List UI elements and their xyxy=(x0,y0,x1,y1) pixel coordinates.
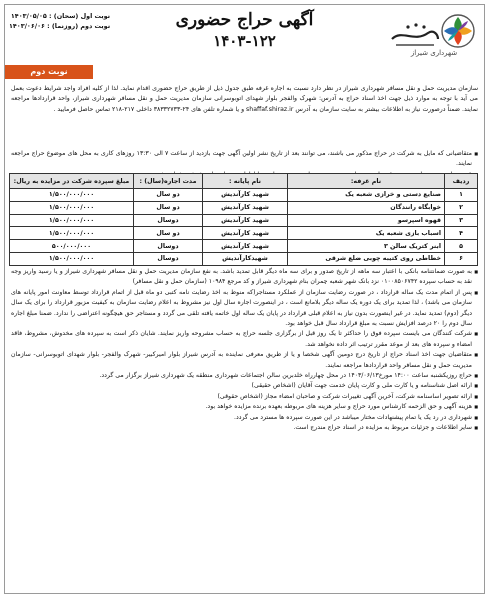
date-second: نوبت دوم (روزنما) : ۱۴۰۳/۰۶/۰۶ xyxy=(9,22,111,30)
cell-terminal: شهید کارآندیش xyxy=(203,189,288,202)
intro-paragraph xyxy=(11,84,478,115)
title-block xyxy=(135,9,354,51)
cell-name: ابنر کتریک سالن ۳ xyxy=(288,240,445,253)
cell-row: ۱ xyxy=(445,189,478,202)
cell-deposit: ۱/۵۰۰/۰۰۰/۰۰۰ xyxy=(10,189,134,202)
col-terminal-header: نام پایانه : xyxy=(203,174,288,189)
table-row xyxy=(10,227,478,240)
table-row xyxy=(10,189,478,202)
cell-deposit: ۱/۵۰۰/۰۰۰/۰۰۰ xyxy=(10,214,134,227)
cell-terminal: شهید کارآندیش xyxy=(203,214,288,227)
condition-item: ■ ارائه اصل شناسنامه و یا کارت ملی و کارت پایان خدمت جهت آقایان (اشخاص حقیقی) xyxy=(11,381,478,391)
condition-item: ■ پس از اتمام مدت یک ساله قرارداد ، در صورت رضایت سازمان از عملکرد مستاجر(که منوط به اخذ رضایت نامه کتبی دو ماه قبل از اتمام قرارداد توسط معاونت امور پایانه های سازمان می باشد) ، لذا تمدید برای یک دوره یک ساله دیگر بلامانع است ، در اینصورت اجاره سال اول نیز مشروط به اعلام رضایت سازمان به کیفیت مزبور قرارداد را برای یک سال دیگر (دوم) تمدید نماید. در غیر اینصورت بدون نیاز به اعلام قبلی قرارداد در پایان یک ساله اول خاتمه یافته تلقی می گردد و مستاجر حق هیچگونه اعتراضی را ندارد. ضمنا مبلغ اجاره سال دوم را ۲۰ درصد افزایش نسبت به مبلغ قرارداد سال قبل خواهد بود. xyxy=(11,288,478,330)
page-title: آگهی حراج حضوری xyxy=(175,10,314,30)
cell-name: قهوه اسپرسو xyxy=(288,214,445,227)
condition-item: ■ سایر اطلاعات و جزئیات مربوط به مزایده در اسناد حراج مندرج است. xyxy=(11,423,478,433)
cell-duration: دوسال xyxy=(134,240,203,253)
intro-text: سازمان مدیریت حمل و نقل مسافر شهرداری شیراز در نظر دارد نسبت به اجاره غرفه طبق جدول ذیل از طریق حراج حضوری اقدام نماید. لذا از کلیه افراد واجد شرایط دعوت بعمل می آید با توجه به موارد ذیل جهت اخذ اسناد حراج به آدرس: شهرک والفجر بلوار شهدای اتوبوسرانی سازمان مدیریت حمل و نقل مسافر شهرداری شیراز، واحد قراردادها مراجعه نمایند. ضمناً درصورت نیاز به اطلاعات بیشتر به سایت سازمان به آدرس shaffaf.shiraz.ir و یا شماره تلفن های ۲۴-۳۸۳۳۲۷۳۳ داخلی ۲۱۷-۲۱۸ تماس حاصل فرمایید . xyxy=(11,85,478,113)
condition-item: ■ متقاضیان جهت اخذ اسناد حراج از تاریخ درج دومین آگهی شخصا و یا از طریق معرفی نماینده به آدرس شیراز بلوار امیرکبیر- شهرک والفجر- بلوار شهدای اتوبوسرانی- سازمان مدیریت حمل و نقل مسافر واحد قراردادها مراجعه نمایند. xyxy=(11,350,478,371)
condition-item: ■ به صورت ضمانتنامه بانکی با اعتبار سه ماهه از تاریخ صدور و برای سه ماه دیگر قابل تمدید باشد. به نفع سازمان مدیریت حمل و نقل مسافر شهرداری شیراز و یا رسید واریز وجه نقد به حساب سپرده ۰۱۰۰۸۵۰۶۷۴۲ نزد بانک شهر شعبه چمران بنام شهرداری شیراز و کد مرجع ۱۰۹۸۴ (سازمان حمل و نقل مسافر) xyxy=(11,267,478,288)
table-row xyxy=(10,252,478,265)
publication-dates xyxy=(9,11,110,31)
col-duration-header: مدت اجاره(سال) : xyxy=(134,174,203,189)
table-row xyxy=(10,214,478,227)
cell-row: ۵ xyxy=(445,240,478,253)
cell-row: ۴ xyxy=(445,227,478,240)
logo-text: شهرداری شیراز xyxy=(410,49,458,57)
status-badge: نوبت دوم xyxy=(5,65,93,79)
cell-name: خوابگاه رانندگان xyxy=(288,201,445,214)
table-row xyxy=(10,201,478,214)
cell-duration: دو سال xyxy=(134,227,203,240)
table-row xyxy=(10,240,478,253)
cell-duration: دو سال xyxy=(134,201,203,214)
cell-deposit: ۵۰۰/۰۰۰/۰۰۰ xyxy=(10,240,134,253)
cell-name: اسباب بازی شعبه یک xyxy=(288,227,445,240)
table-header-row xyxy=(10,174,478,189)
cell-name: خطاطی روی کتیبه چوبی ضلع شرقی xyxy=(288,252,445,265)
condition-item: ■ شرکت کنندگان می بایست سپرده فوق را حداکثر تا یک روز قبل از برگزاری جلسه حراج به حساب مشروحه واریز نمایند. شایان ذکر است به سپرده های مخدوش، مشروط، فاقد امضاء و سپرده های بعد از موعد مقرر ترتیب اثر داده نخواهد شد. xyxy=(11,329,478,350)
bullet-item: ■ متقاضیانی که مایل به شرکت در حراج مذکور می باشند، می توانند بعد از تاریخ نشر اولین آگهی جهت بازدید از ساعت ۷ الی ۱۳:۳۰ روزهای کاری به محل های موضوع حراج مراجعه نمایند. xyxy=(11,149,478,170)
condition-item: ■ حراج روزیکشنبه ساعت ۱۴:۰۰ مورخ۱۴۰۳/۰۶/۱۳ در محل چهارراه خلدبرین سالن اجتماعات شهرداری منطقه یک شهرداری شیراز برگزار می گردد. xyxy=(11,371,478,381)
cell-terminal: شهید کارآندیش xyxy=(203,227,288,240)
condition-item: ■ هزینه آگهی و حق الزحمه کارشناس مورد حراج و سایر هزینه های مربوطه بعهده برنده مزایده خواهد بود. xyxy=(11,402,478,412)
cell-duration: دو سال xyxy=(134,189,203,202)
cell-deposit: ۱/۵۰۰/۰۰۰/۰۰۰ xyxy=(10,227,134,240)
condition-item: ■ شهرداری در رد یک یا تمام پیشنهادات مختار میباشد در این صورت سپرده ها مسترد می گردد. xyxy=(11,413,478,423)
header xyxy=(5,5,484,65)
cell-terminal: شهیدکارآندیش xyxy=(203,252,288,265)
cell-deposit: ۱/۵۰۰/۰۰۰/۰۰۰ xyxy=(10,252,134,265)
col-name-header: نام غرفه: xyxy=(288,174,445,189)
condition-item: ■ ارائه تصویر اساسنامه شرکت، آخرین آگهی تغییرات شرکت و صاحبان امضاء مجاز (اشخاص حقوقی) xyxy=(11,392,478,402)
date-first: نوبت اول (سحان) : ۱۴۰۳/۰۵/۰۵ xyxy=(10,12,111,20)
cell-duration: دوسال xyxy=(134,252,203,265)
cell-row: ۶ xyxy=(445,252,478,265)
cell-terminal: شهید کارآندیش xyxy=(203,240,288,253)
conditions-list xyxy=(11,267,478,434)
ad-page xyxy=(4,4,485,594)
booths-table xyxy=(9,173,478,266)
cell-deposit: ۱/۵۰۰/۰۰۰/۰۰۰ xyxy=(10,201,134,214)
cell-name: صنایع دستی و خرازی شعبه یک xyxy=(288,189,445,202)
cell-duration: دوسال xyxy=(134,214,203,227)
cell-terminal: شهید کارآندیش xyxy=(203,201,288,214)
cell-row: ۳ xyxy=(445,214,478,227)
col-row-header: ردیف xyxy=(445,174,478,189)
col-deposit-header: مبلغ سپرده شرکت در مزایده به ریال: xyxy=(10,174,134,189)
shiraz-municipality-logo-icon xyxy=(388,9,480,53)
ad-number: ۱۴۰۳-۱۲۲ xyxy=(213,32,276,50)
cell-row: ۲ xyxy=(445,201,478,214)
